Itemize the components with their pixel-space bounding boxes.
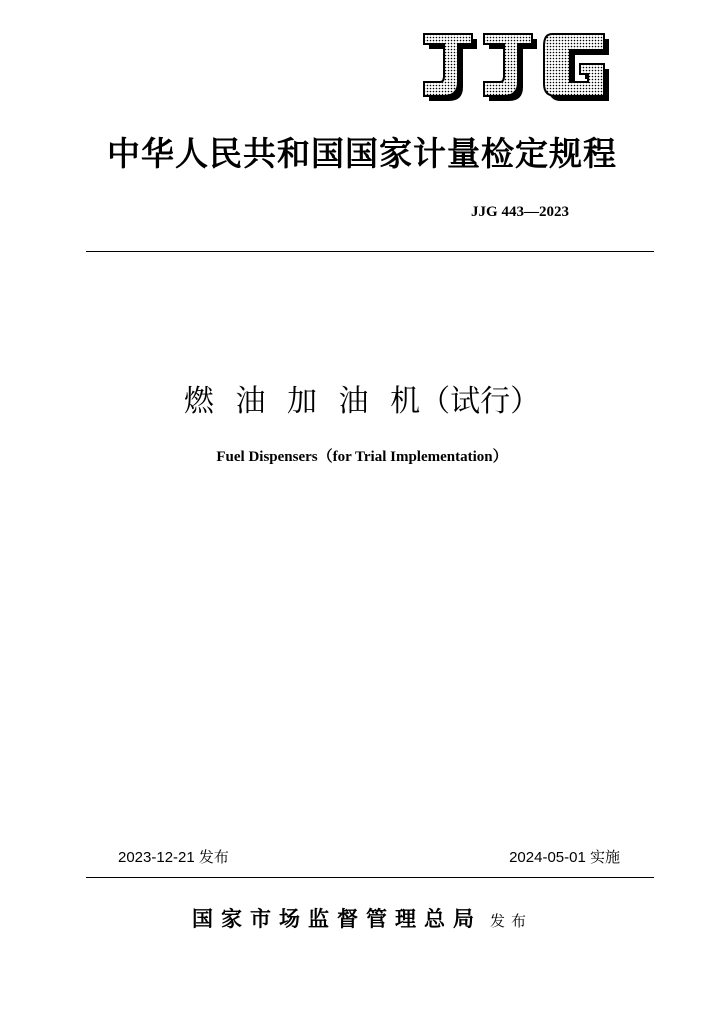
jjg-logo [420,30,616,106]
issuer-line [0,903,724,933]
issuer-suffix: 发布 [489,912,532,930]
letter-j-1 [424,34,472,96]
series-title: 中华人民共和国国家计量检定规程 [107,134,617,173]
document-title-english: Fuel Dispensers（for Trial Implementation） [216,449,508,465]
jjg-emblem [420,30,616,106]
implementation-date: 2024-05-01 实施 [509,849,620,866]
letter-j-2 [484,34,532,96]
document-title-chinese: 燃 油 加 油 机（试行） [183,384,541,419]
standard-number: JJG 443—2023 [471,204,569,220]
issuer-name: 国家市场监督管理总局 [191,906,482,931]
issue-date: 2023-12-21 发布 [118,849,229,866]
top-divider [86,251,654,252]
bottom-divider [86,877,654,878]
